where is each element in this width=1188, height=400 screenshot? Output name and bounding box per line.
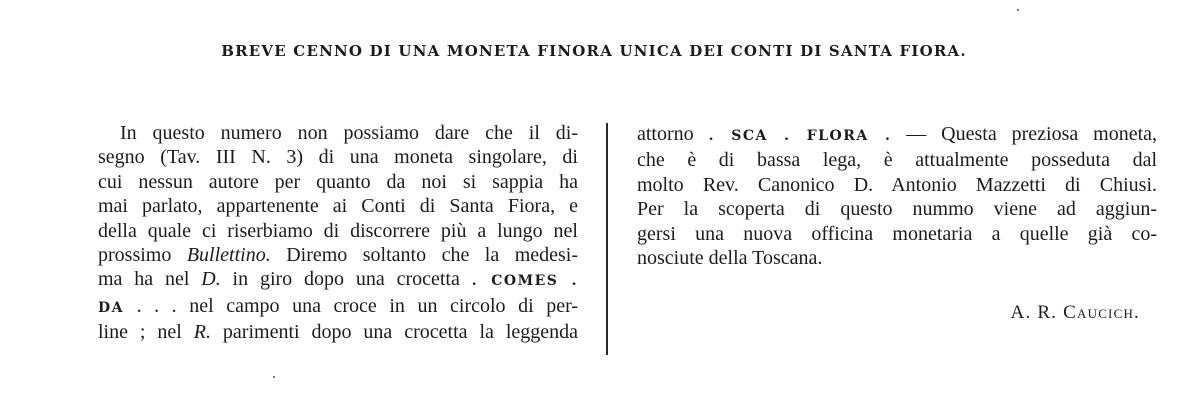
- coin-legend: . COMES .: [471, 273, 578, 290]
- text-line: [98, 243, 578, 267]
- text-line: nosciute della Toscana.: [637, 247, 823, 270]
- text-line: che è di bassa lega, è attualmente posseduta dal: [637, 149, 1157, 172]
- text-line: gersi una nuova officina monetaria a quelle già co-: [637, 222, 1157, 245]
- text-fragment: attorno: [637, 123, 709, 145]
- author-surname: Caucich.: [1063, 302, 1140, 323]
- text-line: Per la scoperta di questo nummo viene ad aggiun-: [637, 198, 1157, 221]
- text-fragment: prossimo: [98, 244, 187, 267]
- print-speck: [273, 376, 275, 378]
- text-line: della quale ci riserbiamo di discorrere più a lungo nel: [98, 219, 578, 242]
- italic-word: D.: [201, 268, 221, 291]
- italic-word: R.: [193, 321, 211, 344]
- text-line: In questo numero non possiamo dare che il di-: [120, 122, 578, 144]
- author-signature: [1011, 302, 1140, 324]
- text-fragment: — Questa preziosa moneta,: [891, 123, 1158, 145]
- right-column: [637, 122, 1157, 270]
- coin-legend: DA: [98, 299, 125, 316]
- italic-word: Bullettino.: [186, 244, 271, 267]
- text-line: [637, 122, 1157, 148]
- text-fragment: line ; nel: [98, 321, 194, 344]
- text-fragment: Diremo soltanto che la medesi-: [270, 244, 579, 267]
- text-fragment: ma ha nel: [98, 268, 202, 291]
- text-fragment: parimenti dopo una crocetta la leggenda: [211, 321, 579, 344]
- left-column: [98, 121, 578, 345]
- text-line: [98, 267, 578, 293]
- text-line: [98, 294, 578, 320]
- print-speck: [1017, 9, 1019, 11]
- text-line: segno (Tav. III N. 3) di una moneta singolare, di: [98, 146, 578, 169]
- text-line: mai parlato, appartenente ai Conti di Santa Fiora, e: [98, 195, 578, 218]
- text-fragment: in giro dopo una crocetta: [220, 268, 472, 291]
- text-line: cui nessun autore per quanto da noi si sappia ha: [98, 170, 578, 193]
- column-divider: [606, 123, 608, 355]
- text-fragment: . . . nel campo una croce in un circolo di per-: [124, 294, 578, 317]
- coin-legend: . SCA . FLORA .: [708, 128, 892, 144]
- text-line: molto Rev. Canonico D. Antonio Mazzetti di Chiusi.: [637, 173, 1157, 196]
- text-line: [98, 320, 578, 344]
- article-title: BREVE CENNO DI UNA MONETA FINORA UNICA DEI CONTI DI SANTA FIORA.: [221, 42, 967, 60]
- author-initials: A. R.: [1010, 302, 1064, 323]
